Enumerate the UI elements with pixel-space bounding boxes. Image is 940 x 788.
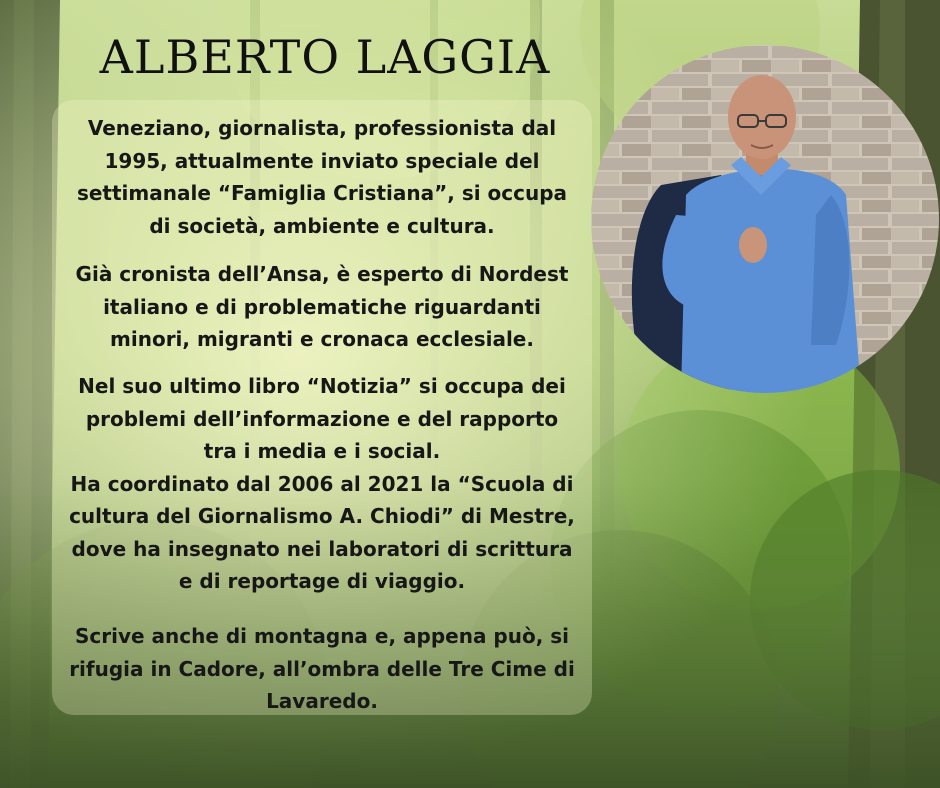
bio-paragraph-ansa: Già cronista dell’Ansa, è esperto di Nordest italiano e di problematiche riguardanti minori, migranti e cronaca ecclesiale. (75, 262, 569, 351)
portrait-photo (591, 45, 939, 393)
bio-paragraph-book: Nel suo ultimo libro “Notizia” si occupa dei problemi dell’informazione e del rapporto tra i media e i social. Ha coordinato dal 2006 al 2021 la “Scuola di cultura del Giornalismo A. Chiodi” di Mestre, dove ha insegnato nei laboratori di scrittura e di reportage di viaggio. (69, 374, 575, 593)
bio-paragraph-intro: Veneziano, giornalista, professionista dal 1995, attualmente inviato speciale del settimanale “Famiglia Cristiana”, si occupa di società, ambiente e cultura. (76, 116, 568, 238)
page-title: ALBERTO LAGGIA (99, 30, 551, 84)
bio-paragraph-mountains: Scrive anche di montagna e, appena può, si rifugia in Cadore, all’ombra delle Tre Cime di Lavaredo. (69, 624, 575, 713)
